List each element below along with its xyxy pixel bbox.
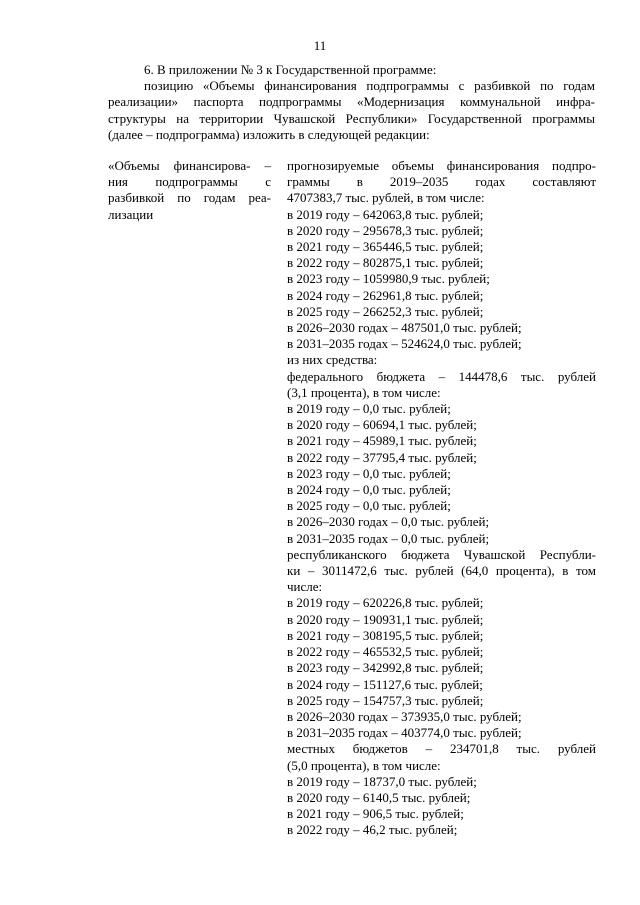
financing-line: в 2026–2030 годах – 487501,0 тыс. рублей;: [287, 320, 522, 336]
financing-line: в 2022 году – 46,2 тыс. рублей;: [287, 822, 458, 838]
financing-line: в 2021 году – 45989,1 тыс. рублей;: [287, 433, 477, 449]
financing-line: в 2024 году – 262961,8 тыс. рублей;: [287, 287, 484, 303]
financing-line: в 2019 году – 18737,0 тыс. рублей;: [287, 773, 477, 789]
financing-line: в 2020 году – 6140,5 тыс. рублей;: [287, 789, 471, 805]
intro-paragraph: [108, 62, 595, 143]
financing-line: федерального бюджета – 144478,6 тыс. рублей: [287, 368, 596, 384]
financing-line: в 2031–2035 годах – 0,0 тыс. рублей;: [287, 530, 490, 546]
financing-line: ки – 3011472,6 тыс. рублей (64,0 процента), в том: [287, 563, 596, 579]
financing-line: в 2019 году – 642063,8 тыс. рублей;: [287, 206, 484, 222]
financing-line: республиканского бюджета Чувашской Республи-: [287, 546, 596, 562]
financing-line: в 2022 году – 465532,5 тыс. рублей;: [287, 644, 484, 660]
financing-line: в 2020 году – 295678,3 тыс. рублей;: [287, 222, 484, 238]
financing-line: числе:: [287, 579, 323, 595]
financing-line: в 2023 году – 0,0 тыс. рублей;: [287, 465, 451, 481]
financing-line: в 2022 году – 802875,1 тыс. рублей;: [287, 255, 484, 271]
financing-line: в 2021 году – 906,5 тыс. рублей;: [287, 806, 464, 822]
financing-line: в 2021 году – 365446,5 тыс. рублей;: [287, 239, 484, 255]
financing-line: в 2026–2030 годах – 0,0 тыс. рублей;: [287, 514, 490, 530]
financing-line: в 2019 году – 620226,8 тыс. рублей;: [287, 595, 484, 611]
financing-line: в 2031–2035 годах – 524624,0 тыс. рублей;: [287, 336, 522, 352]
financing-line: местных бюджетов – 234701,8 тыс. рублей: [287, 741, 596, 757]
financing-line: в 2024 году – 0,0 тыс. рублей;: [287, 482, 451, 498]
financing-line: в 2023 году – 342992,8 тыс. рублей;: [287, 660, 484, 676]
financing-line: 4707383,7 тыс. рублей, в том числе:: [287, 190, 485, 206]
financing-line: в 2025 году – 0,0 тыс. рублей;: [287, 498, 451, 514]
intro-line: структуры на территории Чувашской Республики» Государственной программы: [108, 110, 595, 126]
position-title-line: ния подпрограммы с: [108, 174, 271, 190]
financing-line: (5,0 процента), в том числе:: [287, 757, 441, 773]
financing-line: в 2031–2035 годах – 403774,0 тыс. рублей;: [287, 725, 522, 741]
financing-line: в 2021 году – 308195,5 тыс. рублей;: [287, 627, 484, 643]
financing-line: в 2025 году – 154757,3 тыс. рублей;: [287, 692, 484, 708]
intro-line: (далее – подпрограмма) изложить в следующей редакции:: [108, 126, 430, 142]
financing-line: в 2020 году – 60694,1 тыс. рублей;: [287, 417, 477, 433]
financing-line: в 2019 году – 0,0 тыс. рублей;: [287, 401, 451, 417]
position-title-line: лизации: [108, 206, 154, 222]
intro-line: реализации» паспорта подпрограммы «Модернизация коммунальной инфра-: [108, 94, 595, 110]
financing-details: [287, 158, 596, 839]
financing-line: в 2025 году – 266252,3 тыс. рублей;: [287, 303, 484, 319]
financing-line: в 2023 году – 1059980,9 тыс. рублей;: [287, 271, 490, 287]
position-title-line: разбивкой по годам реа-: [108, 190, 271, 206]
financing-line: прогнозируемые объемы финансирования подпро-: [287, 158, 596, 173]
financing-line: в 2022 году – 37795,4 тыс. рублей;: [287, 449, 477, 465]
position-title: [108, 158, 271, 223]
financing-line: граммы в 2019–2035 годах составляют: [287, 174, 596, 190]
intro-line: 6. В приложении № 3 к Государственной программе:: [144, 62, 437, 77]
financing-line: (3,1 процента), в том числе:: [287, 384, 441, 400]
financing-line: в 2024 году – 151127,6 тыс. рублей;: [287, 676, 483, 692]
position-title-line: «Объемы финансирова- –: [108, 158, 271, 173]
financing-line: из них средства:: [287, 352, 378, 368]
financing-line: в 2020 году – 190931,1 тыс. рублей;: [287, 611, 484, 627]
page-number: 11: [313, 38, 327, 53]
financing-line: в 2026–2030 годах – 373935,0 тыс. рублей;: [287, 708, 522, 724]
intro-line: позицию «Объемы финансирования подпрограммы с разбивкой по годам: [144, 78, 595, 94]
